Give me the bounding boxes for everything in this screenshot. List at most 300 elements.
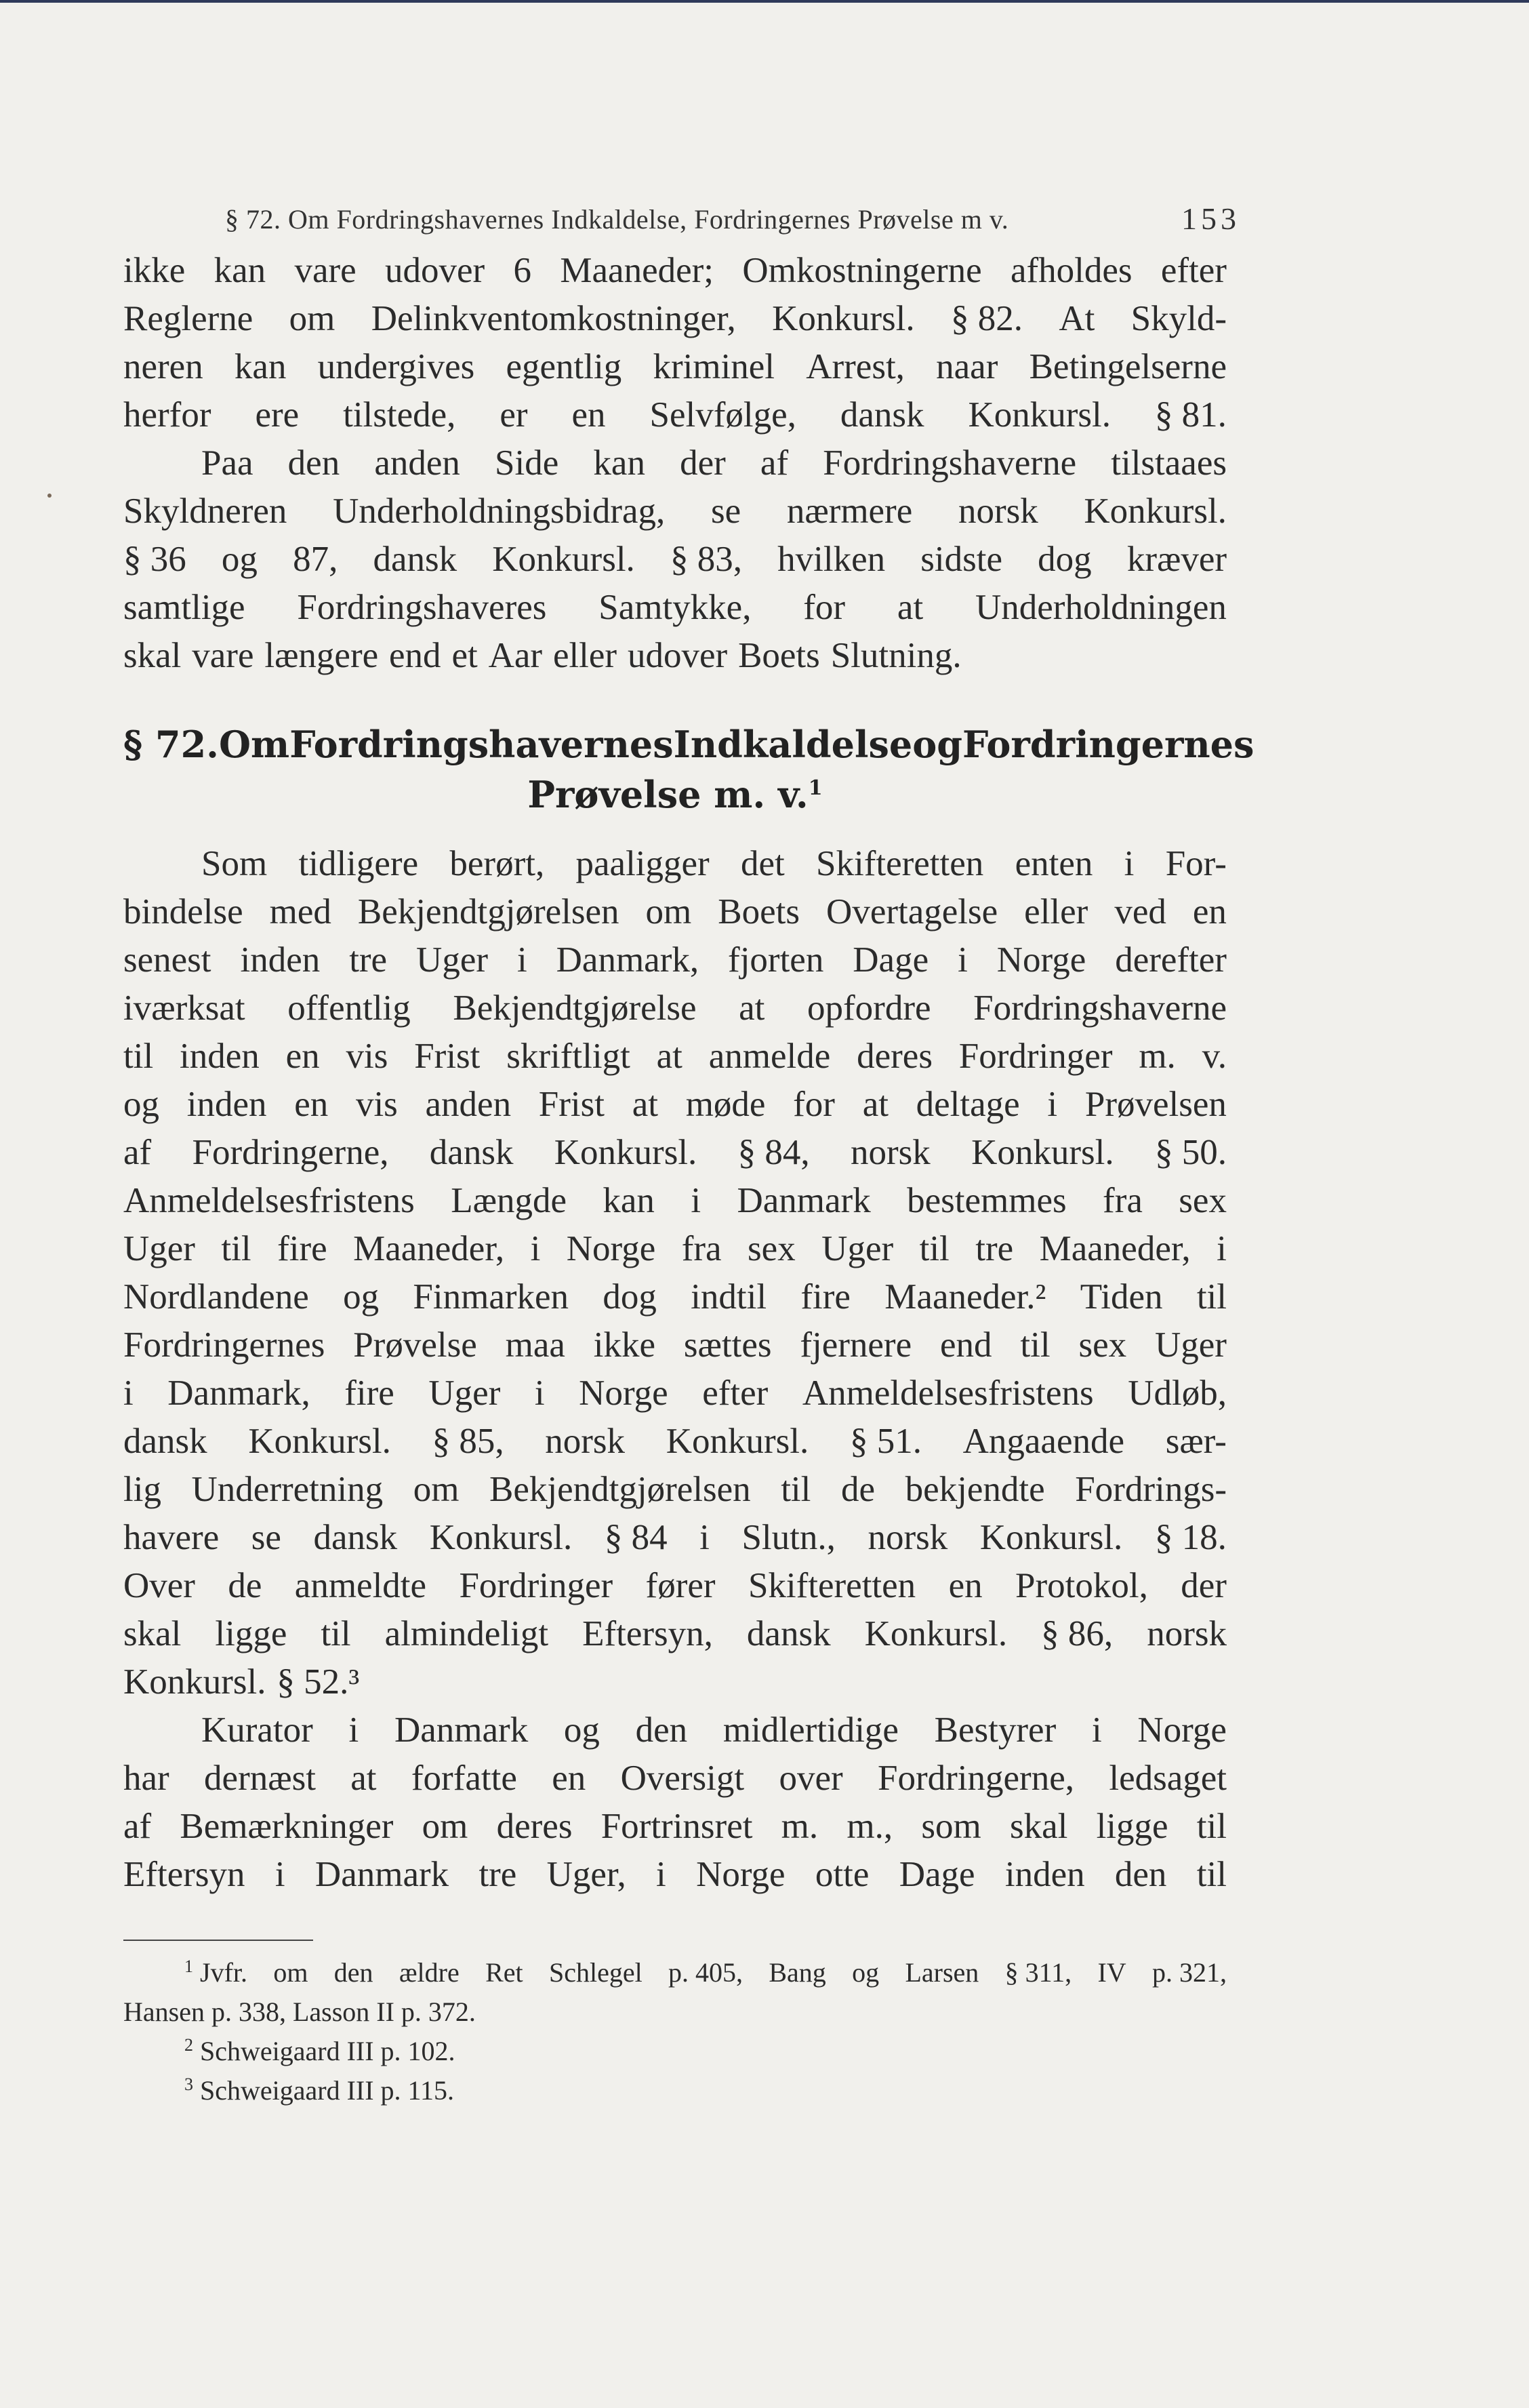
word: Oversigt — [620, 1759, 745, 1798]
word: har — [123, 1759, 169, 1798]
word: dansk — [373, 540, 457, 579]
footnote-word: Schlegel — [548, 1957, 643, 1988]
word: kan — [213, 251, 266, 290]
running-head-text: § 72. Om Fordringshavernes Indkaldelse, Fordringernes Prøvelse m v. — [225, 204, 1009, 235]
word: Anmeldelsesfristens — [802, 1373, 1094, 1413]
word: skal — [123, 1614, 182, 1653]
word: bekjendte — [905, 1470, 1045, 1509]
word: og — [221, 540, 258, 579]
word: til — [781, 1470, 811, 1509]
word: Aar — [488, 636, 543, 675]
text-line — [123, 1321, 1227, 1369]
word: dog — [1038, 540, 1092, 579]
word: Finmarken — [413, 1277, 569, 1317]
footnote-2 — [123, 2032, 1227, 2071]
print-speck — [47, 494, 52, 498]
word: berørt, — [449, 844, 545, 883]
word: og — [343, 1277, 380, 1317]
word: kan — [603, 1181, 655, 1220]
word: Boets — [738, 636, 820, 675]
word: Uger — [1154, 1325, 1227, 1365]
word: Fordringshaverne — [823, 443, 1077, 483]
section-body — [123, 840, 1227, 1899]
heading-word: Fordringshavernes — [289, 723, 674, 766]
text-line — [123, 1658, 1227, 1706]
word: skriftligt — [506, 1037, 630, 1076]
word: Uger — [428, 1373, 501, 1413]
word: en — [571, 395, 606, 435]
text-line — [123, 888, 1227, 936]
word: i — [699, 1518, 710, 1557]
footnote-word: Bang — [769, 1957, 826, 1988]
word: vis — [355, 1085, 398, 1124]
word: en — [1192, 892, 1227, 931]
footnote-word: IV — [1097, 1957, 1126, 1988]
word: anmelde — [708, 1037, 831, 1076]
word: kan — [234, 347, 287, 386]
word: 6 — [513, 251, 532, 290]
word: Norge — [696, 1855, 786, 1894]
text-line — [123, 343, 1227, 391]
word: og — [123, 1085, 159, 1124]
text-line — [123, 1562, 1227, 1610]
footnote-word: p. 405, — [668, 1957, 743, 1988]
word: Skyldneren — [123, 491, 287, 531]
footnote-3-text: Schweigaard III p. 115. — [200, 2075, 455, 2106]
word: Slutning. — [830, 636, 962, 675]
word: afholdes — [1010, 251, 1133, 290]
word: Skifteretten — [816, 844, 984, 883]
word: efter — [1160, 251, 1227, 290]
word: Over — [123, 1566, 195, 1605]
word: Danmark — [737, 1181, 871, 1220]
word: Boets — [718, 892, 800, 931]
word: Bemærkninger — [180, 1807, 394, 1846]
word: i — [534, 1373, 545, 1413]
word: efter — [702, 1373, 769, 1413]
word: § 85, — [432, 1422, 504, 1461]
word: Frist — [414, 1037, 481, 1076]
word: fra — [1103, 1181, 1143, 1220]
word: dansk — [746, 1614, 831, 1653]
word: Konkursl. — [968, 395, 1111, 435]
word: deltage — [916, 1085, 1020, 1124]
word: i — [516, 940, 527, 980]
word: havere — [123, 1518, 220, 1557]
word: Eftersyn — [123, 1855, 245, 1894]
word: ligge — [1096, 1807, 1168, 1846]
word: en — [552, 1759, 586, 1798]
footnotes — [123, 1953, 1227, 2110]
word: § 82. — [950, 299, 1023, 338]
word: udover — [627, 636, 728, 675]
heading-word: og — [912, 723, 963, 766]
word: Bekjendtgjørelsen — [489, 1470, 751, 1509]
word: ledsaget — [1109, 1759, 1227, 1798]
word: det — [740, 844, 785, 883]
footnote-2-text: Schweigaard III p. 102. — [200, 2036, 455, 2066]
word: Underholdningen — [975, 588, 1227, 627]
text-line — [123, 295, 1227, 343]
word: m. — [781, 1807, 819, 1846]
word: kræver — [1126, 540, 1227, 579]
word: iværksat — [123, 988, 245, 1028]
text-line — [123, 1032, 1227, 1081]
word: sex — [748, 1229, 796, 1268]
word: otte — [815, 1855, 870, 1894]
word: Udløb, — [1128, 1373, 1227, 1413]
word: Bestyrer — [934, 1710, 1057, 1750]
word: fire — [800, 1277, 851, 1317]
word: Maaneder; — [560, 251, 714, 290]
word: i — [1091, 1710, 1102, 1750]
top-border-rule — [0, 0, 1529, 3]
word: eller — [552, 636, 617, 675]
word: Danmark — [394, 1710, 529, 1750]
word: til — [1196, 1855, 1227, 1894]
word: § 86, — [1041, 1614, 1114, 1653]
word: i — [274, 1855, 285, 1894]
word: dansk — [123, 1422, 207, 1461]
word: et — [451, 636, 478, 675]
heading-footnote-ref: 1 — [808, 776, 823, 800]
word: Konkursl. — [429, 1518, 573, 1557]
word: ikke — [123, 251, 186, 290]
word: sær- — [1165, 1422, 1227, 1461]
word: Fordringshaverne — [973, 988, 1227, 1028]
word: Konkursl. — [554, 1133, 697, 1172]
word: maa — [505, 1325, 565, 1365]
word: bestemmes — [907, 1181, 1067, 1220]
word: tilstede, — [343, 395, 456, 435]
word: Nordlandene — [123, 1277, 309, 1317]
word: Norge — [996, 940, 1086, 980]
word: Fortrinsret — [600, 1807, 753, 1846]
text-line — [123, 1851, 1227, 1899]
text-line — [123, 584, 1227, 632]
word: Selvfølge, — [649, 395, 796, 435]
word: Maaneder.² — [884, 1277, 1046, 1317]
word: naar — [936, 347, 998, 386]
word: bindelse — [123, 892, 243, 931]
word: skal — [1009, 1807, 1068, 1846]
word: inden — [186, 1085, 267, 1124]
word: Fordringernes — [123, 1325, 325, 1365]
footnote-word: om — [273, 1957, 308, 1988]
word: § 83, — [670, 540, 742, 579]
word: til — [919, 1229, 950, 1268]
text-line — [123, 1514, 1227, 1562]
word: tilstaaes — [1111, 443, 1227, 483]
word: § 84, — [737, 1133, 810, 1172]
word: senest — [123, 940, 211, 980]
word: anden — [374, 443, 460, 483]
footnote-word: p. 321, — [1151, 1957, 1227, 1988]
word: Konkursl. — [123, 1662, 266, 1702]
word: i — [656, 1855, 666, 1894]
word: Norge — [579, 1373, 668, 1413]
word: fire — [344, 1373, 394, 1413]
word: Fordringshaveres — [297, 588, 547, 627]
word: ligge — [215, 1614, 287, 1653]
text-line — [123, 632, 1227, 680]
word: fra — [681, 1229, 722, 1268]
word: inden — [1004, 1855, 1085, 1894]
word: Underholdningsbidrag, — [333, 491, 666, 531]
carryover-paragraphs — [123, 247, 1227, 680]
word: at — [897, 588, 924, 627]
word: Kurator — [201, 1710, 313, 1750]
word: om — [413, 1470, 460, 1509]
text-line — [123, 1081, 1227, 1129]
word: skal — [123, 636, 182, 675]
text-line — [123, 1466, 1227, 1514]
footnote-word: Jvfr. — [200, 1957, 247, 1988]
word: Betingelserne — [1029, 347, 1227, 386]
word: Frist — [538, 1085, 605, 1124]
word: Tiden — [1080, 1277, 1163, 1317]
word: § 81. — [1154, 395, 1227, 435]
word: inden — [240, 940, 321, 980]
word: tre — [478, 1855, 517, 1894]
word: Fordringerne, — [192, 1133, 389, 1172]
word: Norge — [1137, 1710, 1227, 1750]
text-line — [123, 536, 1227, 584]
word: Maaneder, — [353, 1229, 505, 1268]
word: Fordringerne, — [878, 1759, 1074, 1798]
word: i — [691, 1181, 701, 1220]
word: m. — [1139, 1037, 1176, 1076]
word: samtlige — [123, 588, 245, 627]
text-line — [123, 1369, 1227, 1418]
word: der — [680, 443, 726, 483]
word: dernæst — [204, 1759, 316, 1798]
word: med — [269, 892, 331, 931]
word: sex — [1179, 1181, 1227, 1220]
word: Underretning — [191, 1470, 384, 1509]
word: i — [1217, 1229, 1227, 1268]
word: Omkostningerne — [742, 251, 982, 290]
word: om — [289, 299, 335, 338]
text-line — [123, 1273, 1227, 1321]
text-line — [123, 1129, 1227, 1177]
word: sættes — [683, 1325, 772, 1365]
word: i — [123, 1373, 134, 1413]
text-line — [123, 936, 1227, 984]
word: paaligger — [575, 844, 710, 883]
section-heading — [123, 719, 1255, 820]
word: herfor — [123, 395, 211, 435]
word: den — [287, 443, 340, 483]
word: § 36 — [123, 540, 186, 579]
heading-word: Om — [219, 723, 290, 766]
footnote-1-lead — [184, 1953, 247, 1992]
text-line — [123, 1418, 1227, 1466]
word: norsk — [958, 491, 1038, 531]
word: at — [862, 1085, 889, 1124]
word: fire — [277, 1229, 327, 1268]
word: Prøvelsen — [1084, 1085, 1227, 1124]
word: norsk — [868, 1518, 948, 1557]
word: For- — [1165, 844, 1227, 883]
footnote-1-line-2 — [123, 1992, 1227, 2032]
word: § 52.³ — [277, 1662, 360, 1702]
word: Uger — [416, 940, 488, 980]
word: egentlig — [506, 347, 622, 386]
heading-word: § 72. — [123, 723, 219, 766]
word: § 50. — [1154, 1133, 1227, 1172]
word: i — [1124, 844, 1135, 883]
word: Paa — [201, 443, 253, 483]
word: At — [1059, 299, 1095, 338]
word: Uger — [821, 1229, 894, 1268]
word: norsk — [545, 1422, 626, 1461]
word: som — [921, 1807, 981, 1846]
word: tre — [975, 1229, 1014, 1268]
word: deres — [857, 1037, 933, 1076]
word: norsk — [850, 1133, 931, 1172]
word: den — [635, 1710, 688, 1750]
word: den — [1114, 1855, 1167, 1894]
footnote-3-number: 3 — [184, 2074, 193, 2094]
word: hvilken — [777, 540, 886, 579]
heading-word: Fordringernes — [962, 723, 1255, 766]
word: udover — [385, 251, 485, 290]
text-line — [123, 487, 1227, 536]
word: i — [958, 940, 968, 980]
word: sidste — [920, 540, 1002, 579]
word: de — [228, 1566, 262, 1605]
word: ved — [1114, 892, 1166, 931]
word: dansk — [840, 395, 924, 435]
word: en — [294, 1085, 329, 1124]
word: fører — [645, 1566, 716, 1605]
running-head — [123, 191, 1240, 239]
word: der — [1181, 1566, 1227, 1605]
word: over — [779, 1759, 843, 1798]
word: indtil — [691, 1277, 767, 1317]
text-line — [123, 1754, 1227, 1803]
word: deres — [496, 1807, 573, 1846]
word: Fordringer — [958, 1037, 1113, 1076]
word: ere — [255, 395, 300, 435]
footnote-word: Larsen — [905, 1957, 979, 1988]
word: almindeligt — [384, 1614, 549, 1653]
word: Angaaende — [962, 1422, 1124, 1461]
word: om — [422, 1807, 468, 1846]
word: Konkursl. — [979, 1518, 1123, 1557]
footnote-word: ældre — [399, 1957, 460, 1988]
word: nærmere — [786, 491, 913, 531]
word: sex — [1078, 1325, 1127, 1365]
word: lig — [123, 1470, 161, 1509]
word: de — [840, 1470, 875, 1509]
word: eller — [1024, 892, 1088, 931]
word: Konkursl. — [248, 1422, 391, 1461]
word: Skyld- — [1130, 299, 1227, 338]
word: Konkursl. — [492, 540, 635, 579]
book-page — [123, 191, 1255, 2110]
word: af — [123, 1133, 152, 1172]
word: se — [251, 1518, 281, 1557]
word: Norge — [566, 1229, 656, 1268]
word: at — [350, 1759, 377, 1798]
word: Maaneder, — [1039, 1229, 1191, 1268]
word: Konkursl. — [1084, 491, 1227, 531]
word: anden — [425, 1085, 512, 1124]
word: til — [1196, 1277, 1227, 1317]
word: dansk — [429, 1133, 514, 1172]
word: møde — [685, 1085, 766, 1124]
footnote-3 — [123, 2071, 1227, 2110]
word: i — [530, 1229, 541, 1268]
word: i — [348, 1710, 359, 1750]
text-line — [123, 1177, 1227, 1225]
word: af — [760, 443, 789, 483]
word: vare — [294, 251, 356, 290]
word: norsk — [1147, 1614, 1227, 1653]
word: enten — [1015, 844, 1093, 883]
word: end — [389, 636, 441, 675]
footnote-1-line-1 — [123, 1953, 1227, 1992]
word: Uger, — [546, 1855, 626, 1894]
word: længere — [264, 636, 379, 675]
text-line — [123, 1803, 1227, 1851]
word: dog — [603, 1277, 657, 1317]
word: fjorten — [728, 940, 824, 980]
text-line — [123, 1706, 1227, 1754]
word: § 84 — [604, 1518, 668, 1557]
footnote-word: den — [333, 1957, 373, 1988]
word: neren — [123, 347, 203, 386]
word: Skifteretten — [748, 1566, 916, 1605]
word: Konkursl. — [864, 1614, 1008, 1653]
word: Dage — [899, 1855, 975, 1894]
word: at — [632, 1085, 658, 1124]
word: opfordre — [807, 988, 931, 1028]
word: for — [803, 588, 846, 627]
word: Uger — [123, 1229, 195, 1268]
word: offentlig — [287, 988, 411, 1028]
word: Bekjendtgjørelse — [453, 988, 697, 1028]
word: Danmark — [314, 1855, 449, 1894]
text-line — [123, 840, 1227, 888]
word: fjernere — [800, 1325, 912, 1365]
word: Fordrings- — [1075, 1470, 1227, 1509]
text-line — [123, 1610, 1227, 1658]
word: Konkursl. — [971, 1133, 1114, 1172]
word: 87, — [293, 540, 338, 579]
word: er — [500, 395, 528, 435]
word: Fordringer — [459, 1566, 613, 1605]
word: Som — [201, 844, 268, 883]
word: til — [221, 1229, 251, 1268]
text-line — [123, 439, 1227, 487]
word: i — [1047, 1085, 1058, 1124]
word: end — [939, 1325, 992, 1365]
word: Reglerne — [123, 299, 253, 338]
footnote-separator — [123, 1940, 313, 1941]
word: midlertidige — [722, 1710, 899, 1750]
word: til — [1020, 1325, 1051, 1365]
page-number: 153 — [1181, 201, 1240, 236]
text-line — [123, 247, 1227, 295]
word: kriminel — [653, 347, 775, 386]
footnote-1-number: 1 — [184, 1956, 193, 1976]
text-line — [123, 984, 1227, 1032]
footnote-1-continuation: Hansen p. 338, Lasson II p. 372. — [123, 1996, 476, 2027]
text-line — [123, 391, 1227, 439]
